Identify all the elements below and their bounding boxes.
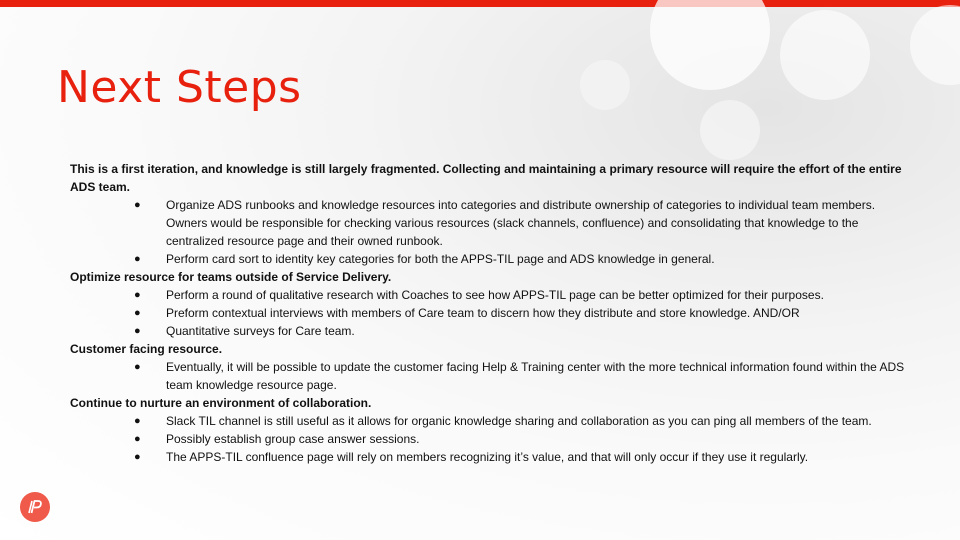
- top-accent-bar: [0, 0, 960, 7]
- bokeh-light-decoration: [650, 0, 770, 90]
- bullet-list: [70, 196, 910, 268]
- bullet-icon: ●: [134, 289, 141, 301]
- list-item-text: Eventually, it will be possible to update the customer facing Help & Training center with the more technical information found within the ADS team knowledge resource page.: [166, 360, 905, 392]
- list-item: [134, 304, 910, 322]
- pluralsight-logo-icon: [20, 492, 50, 522]
- list-item-text: Quantitative surveys for Care team.: [166, 324, 355, 338]
- slide-body: [70, 160, 910, 466]
- slide-title: Next Steps: [57, 62, 302, 113]
- list-item-text: Preform contextual interviews with members of Care team to discern how they distribute and store knowledge. AND/OR: [166, 306, 800, 320]
- bullet-icon: ●: [134, 451, 141, 463]
- bullet-icon: ●: [134, 307, 141, 319]
- list-item: [134, 358, 910, 394]
- bullet-icon: ●: [134, 253, 141, 265]
- bullet-icon: ●: [134, 433, 141, 445]
- section-customer-facing: [70, 340, 910, 394]
- list-item-text: The APPS-TIL confluence page will rely on members recognizing it’s value, and that will only occur if they use it regularly.: [166, 450, 809, 464]
- bokeh-light-decoration: [910, 5, 960, 85]
- bokeh-light-decoration: [780, 10, 870, 100]
- list-item-text: Perform a round of qualitative research with Coaches to see how APPS-TIL page can be better optimized for their purposes.: [166, 288, 824, 302]
- list-item: [134, 448, 910, 466]
- section-heading: Customer facing resource.: [70, 342, 223, 356]
- bokeh-light-decoration: [580, 60, 630, 110]
- list-item-text: Perform card sort to identity key categories for both the APPS-TIL page and ADS knowledge in general.: [166, 252, 715, 266]
- section-heading: This is a first iteration, and knowledge is still largely fragmented. Collecting and maintaining a primary resource will require the effort of the entire ADS team.: [70, 162, 902, 194]
- bullet-icon: ●: [134, 415, 141, 427]
- list-item: [134, 430, 910, 448]
- section-heading: Optimize resource for teams outside of Service Delivery.: [70, 270, 392, 284]
- bullet-list: [70, 412, 910, 466]
- section-heading: Continue to nurture an environment of collaboration.: [70, 396, 372, 410]
- logo-glyph-icon: [26, 498, 44, 516]
- list-item-text: Organize ADS runbooks and knowledge resources into categories and distribute ownership of categories to individual team members. Owners would be responsible for checking various resources (slack channels, confluence) and consolidating that knowledge to the centralized resource page and their owned runbook.: [166, 198, 876, 248]
- list-item: [134, 286, 910, 304]
- list-item-text: Slack TIL channel is still useful as it allows for organic knowledge sharing and collaboration as you can ping all members of the team.: [166, 414, 872, 428]
- list-item: [134, 250, 910, 268]
- list-item: [134, 322, 910, 340]
- section-iteration: [70, 160, 910, 268]
- bullet-list: [70, 286, 910, 340]
- bullet-list: [70, 358, 910, 394]
- bullet-icon: ●: [134, 199, 141, 211]
- bullet-icon: ●: [134, 361, 141, 373]
- section-collaboration: [70, 394, 910, 466]
- bullet-icon: ●: [134, 325, 141, 337]
- list-item-text: Possibly establish group case answer sessions.: [166, 432, 420, 446]
- section-optimize: [70, 268, 910, 340]
- list-item: [134, 196, 910, 250]
- list-item: [134, 412, 910, 430]
- bokeh-light-decoration: [700, 100, 760, 160]
